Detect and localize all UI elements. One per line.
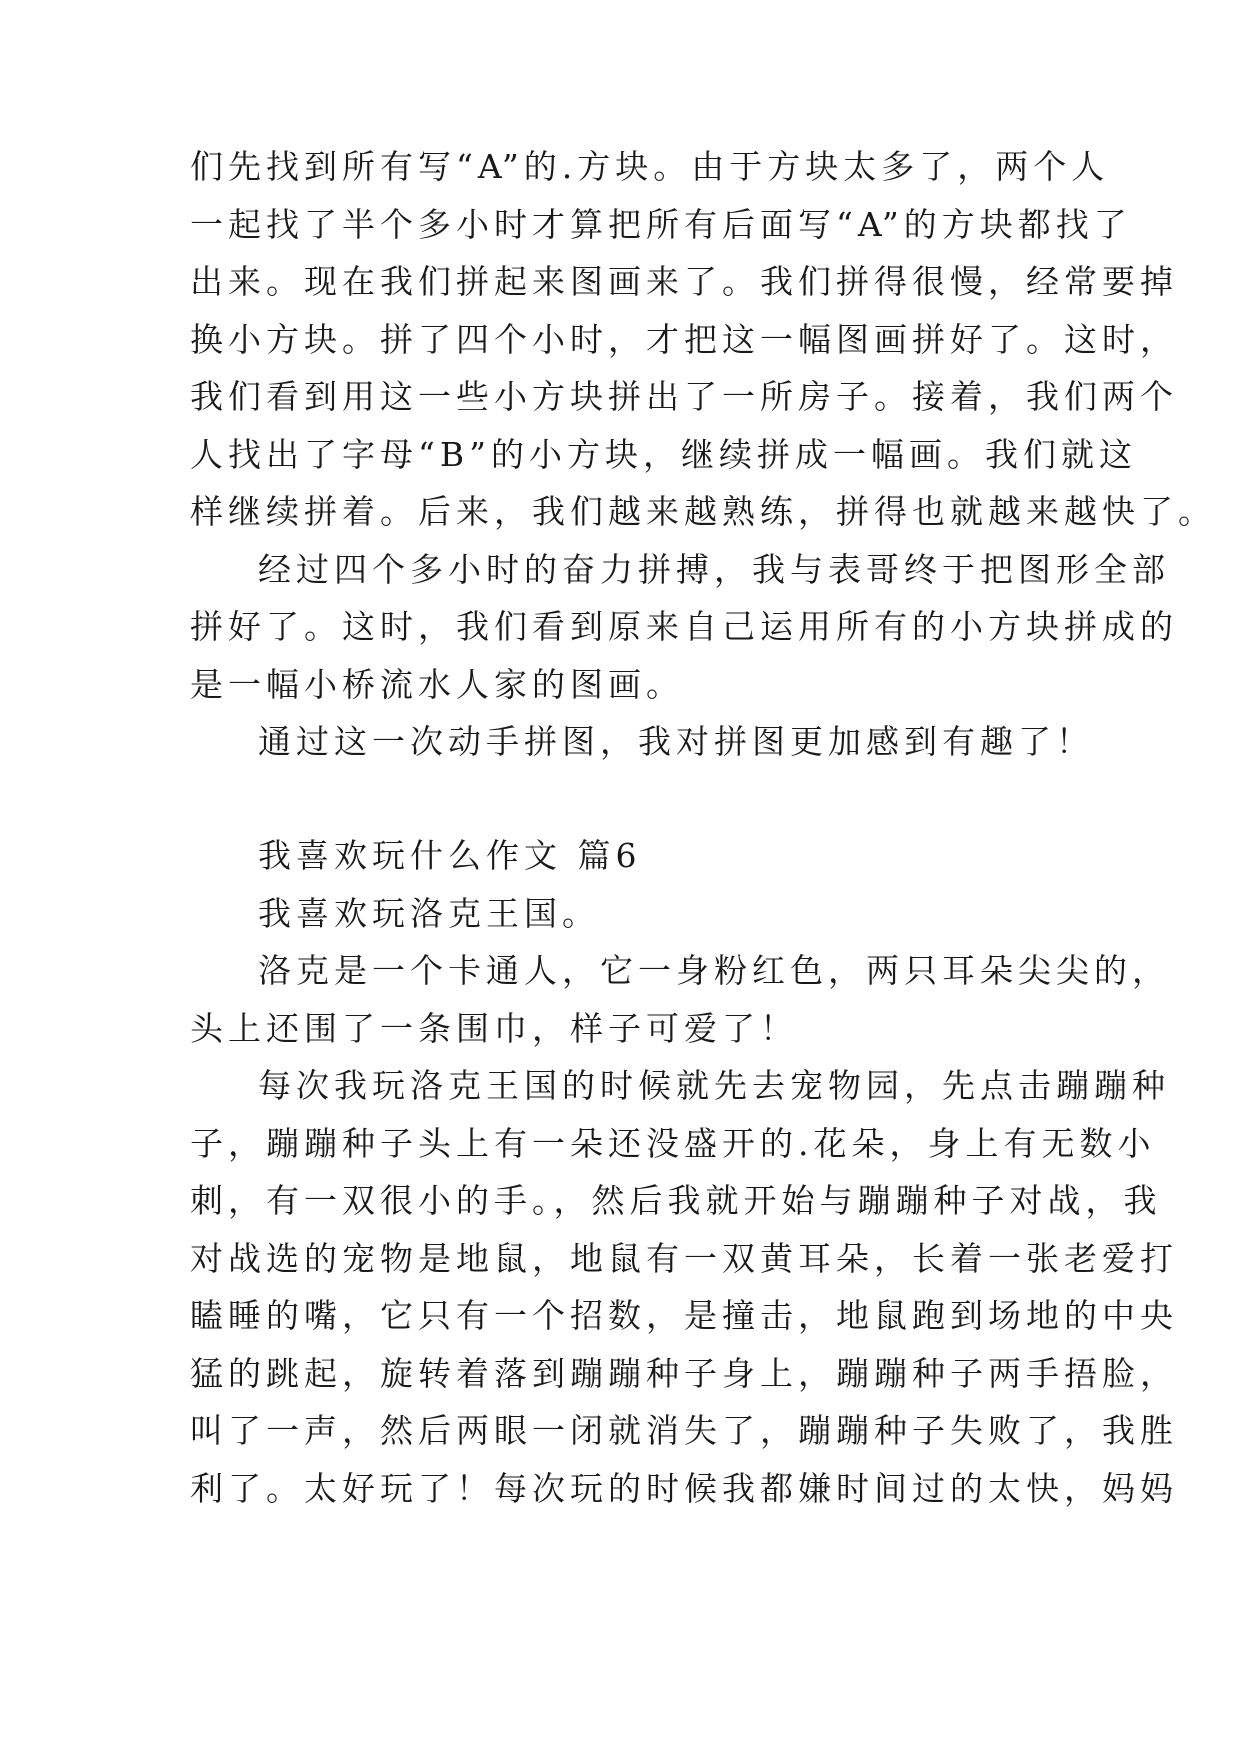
text-line: 对战选的宠物是地鼠，地鼠有一双黄耳朵，长着一张老爱打 xyxy=(190,1239,1178,1278)
text-line: 拼好了。这时，我们看到原来自己运用所有的小方块拼成的 xyxy=(190,607,1178,646)
paragraph-first-line: 每次我玩洛克王国的时候就先去宠物园，先点击蹦蹦种 xyxy=(258,1066,1170,1105)
text-line: 我们看到用这一些小方块拼出了一所房子。接着，我们两个 xyxy=(190,377,1178,416)
text-line: 瞌睡的嘴，它只有一个招数，是撞击，地鼠跑到场地的中央 xyxy=(190,1296,1178,1335)
text-line: 叫了一声，然后两眼一闭就消失了，蹦蹦种子失败了，我胜 xyxy=(190,1411,1178,1450)
paragraph-first-line: 经过四个多小时的奋力拼搏，我与表哥终于把图形全部 xyxy=(258,550,1170,589)
text-line: 猛的跳起，旋转着落到蹦蹦种子身上，蹦蹦种子两手捂脸， xyxy=(190,1354,1178,1393)
text-line: 人找出了字母“B”的小方块，继续拼成一幅画。我们就这 xyxy=(190,435,1137,474)
text-line: 利了。太好玩了！每次玩的时候我都嫌时间过的太快，妈妈 xyxy=(190,1469,1178,1508)
section-heading: 我喜欢玩什么作文 篇6 xyxy=(258,836,642,875)
paragraph-first-line: 我喜欢玩洛克王国。 xyxy=(258,894,600,933)
text-line: 是一幅小桥流水人家的图画。 xyxy=(190,665,684,704)
text-line: 一起找了半个多小时才算把所有后面写“A”的方块都找了 xyxy=(190,205,1132,244)
text-line: 换小方块。拼了四个小时，才把这一幅图画拼好了。这时， xyxy=(190,320,1178,359)
text-line: 子，蹦蹦种子头上有一朵还没盛开的.花朵，身上有无数小 xyxy=(190,1124,1156,1163)
text-line: 刺，有一双很小的手。，然后我就开始与蹦蹦种子对战，我 xyxy=(190,1181,1162,1220)
paragraph-first-line: 通过这一次动手拼图，我对拼图更加感到有趣了！ xyxy=(258,722,1094,761)
text-line: 头上还围了一条围巾，样子可爱了！ xyxy=(190,1009,798,1048)
paragraph-first-line: 洛克是一个卡通人，它一身粉红色，两只耳朵尖尖的， xyxy=(258,951,1170,990)
text-line: 出来。现在我们拼起来图画来了。我们拼得很慢，经常要掉 xyxy=(190,262,1178,301)
text-line: 样继续拼着。后来，我们越来越熟练，拼得也就越来越快了。 xyxy=(190,492,1216,531)
text-line: 们先找到所有写“A”的.方块。由于方块太多了，两个人 xyxy=(190,147,1110,186)
